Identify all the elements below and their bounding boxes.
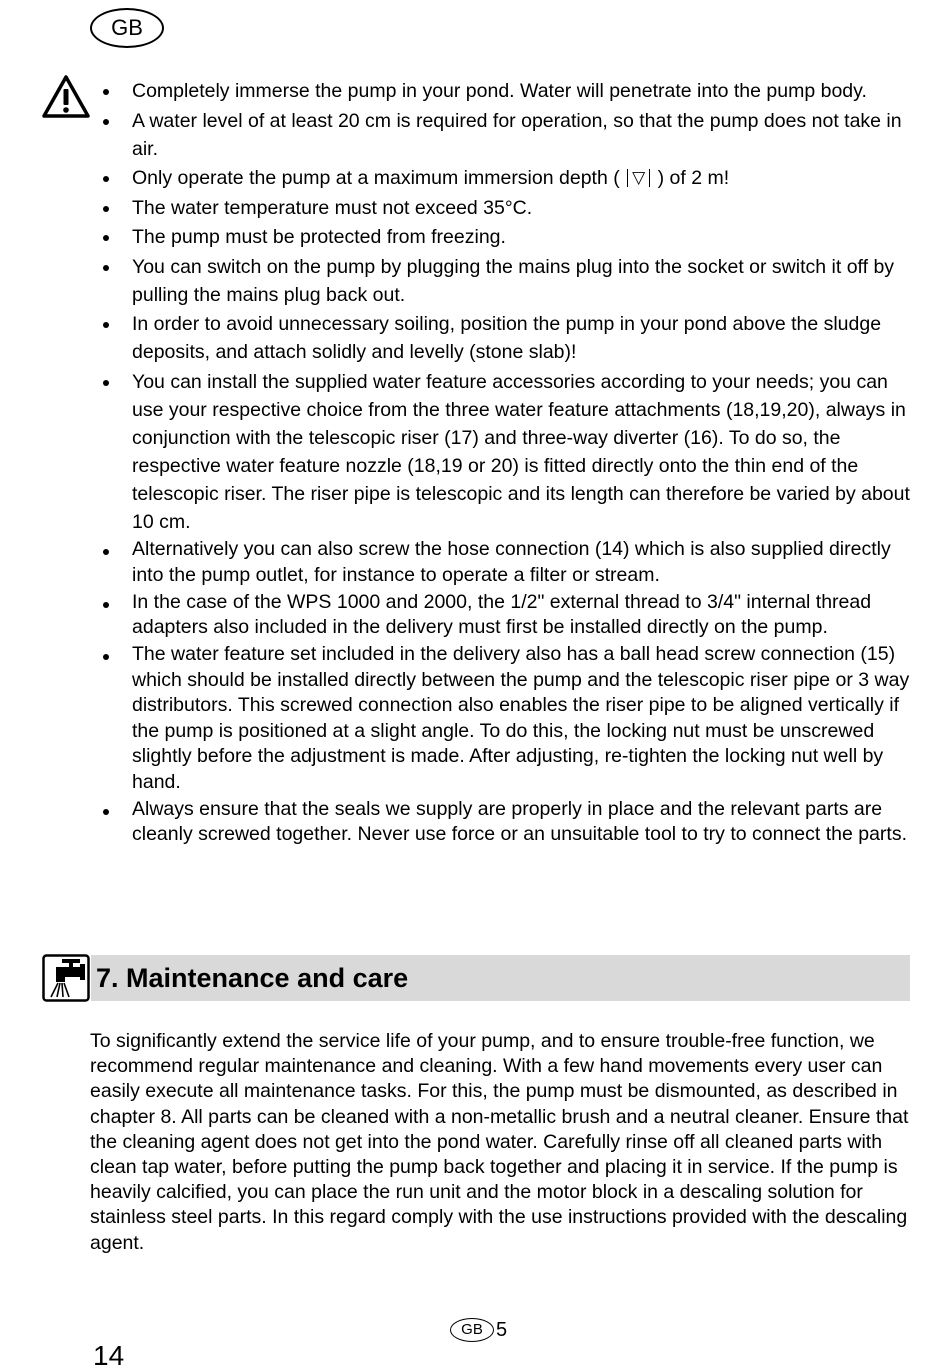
list-item: In order to avoid unnecessary soiling, position the pump in your pond above the sludge deposits, and attach solidly and levelly (stone slab)! (96, 310, 916, 366)
footer-section-page (450, 1318, 507, 1344)
water-tap-icon (42, 954, 90, 1002)
water-level-symbol: ▽ (627, 169, 650, 187)
list-item: A water level of at least 20 cm is required for operation, so that the pump does not take in air. (96, 107, 916, 163)
list-item: Always ensure that the seals we supply are properly in place and the relevant parts are cleanly screwed together. Never use force or an unsuitable tool to try to connect the parts. (96, 797, 916, 848)
list-item: Alternatively you can also screw the hose connection (14) which is also supplied directly into the pump outlet, for instance to operate a filter or stream. (96, 537, 916, 588)
list-item: You can install the supplied water feature accessories according to your needs; you can use your respective choice from the three water feature attachments (18,19,20), always in conjunction with the telescopic riser (17) and three-way diverter (16). To do so, the respective water feature nozzle (18,19 or 20) is fitted directly onto the thin end of the telescopic riser. The riser pipe is telescopic and its length can therefore be varied by about 10 cm. (96, 368, 916, 536)
section-page-number: 5 (496, 1318, 508, 1341)
list-item-text: ) of 2 m! (652, 167, 730, 189)
list-item: The pump must be protected from freezing. (96, 223, 916, 251)
maintenance-paragraph: To significantly extend the service life of your pump, and to ensure trouble-free function, we recommend regular maintenance and cleaning. With a few hand movements every user can easily execute all maintenance tasks. For this, the pump must be dismounted, as described in chapter 8. All parts can be cleaned with a non-metallic brush and a neutral cleaner. Ensure that the cleaning agent does not get into the pond water. Carefully rinse off all cleaned parts with clean tap water, before putting the pump back together and placing it in service. If the pump is heavily calcified, you can place the run unit and the motor block in a descaling solution for stainless steel parts. In this regard comply with the use instructions provided with the descaling agent. (90, 1030, 909, 1254)
language-badge: GB (90, 8, 164, 48)
section-title: 7. Maintenance and care (96, 963, 409, 993)
warning-triangle-icon (41, 74, 91, 119)
safety-instructions-list (96, 77, 916, 849)
section-header-bar (91, 955, 910, 1001)
list-item: Completely immerse the pump in your pond. Water will penetrate into the pump body. (96, 77, 916, 105)
list-item: You can switch on the pump by plugging the mains plug into the socket or switch it off by pulling the mains plug back out. (96, 253, 916, 309)
list-item: The water temperature must not exceed 35°C. (96, 194, 916, 222)
list-item: In the case of the WPS 1000 and 2000, the 1/2" external thread to 3/4" internal thread adapters also included in the delivery must first be installed directly on the pump. (96, 590, 916, 641)
list-item: The water feature set included in the delivery also has a ball head screw connection (15) which should be installed directly between the pump and the telescopic riser pipe or 3 way distributors. This screwed connection also enables the riser pipe to be aligned vertically if the pump is positioned at a slight angle. To do this, the locking nut must be unscrewed slightly before the adjustment is made. After adjusting, re-tighten the locking nut well by hand. (96, 642, 916, 795)
list-item (96, 164, 916, 192)
list-item-text: Only operate the pump at a maximum immersion depth ( (132, 167, 626, 189)
page-number: 14 (93, 1340, 125, 1371)
footer-language-badge: GB (450, 1318, 494, 1342)
